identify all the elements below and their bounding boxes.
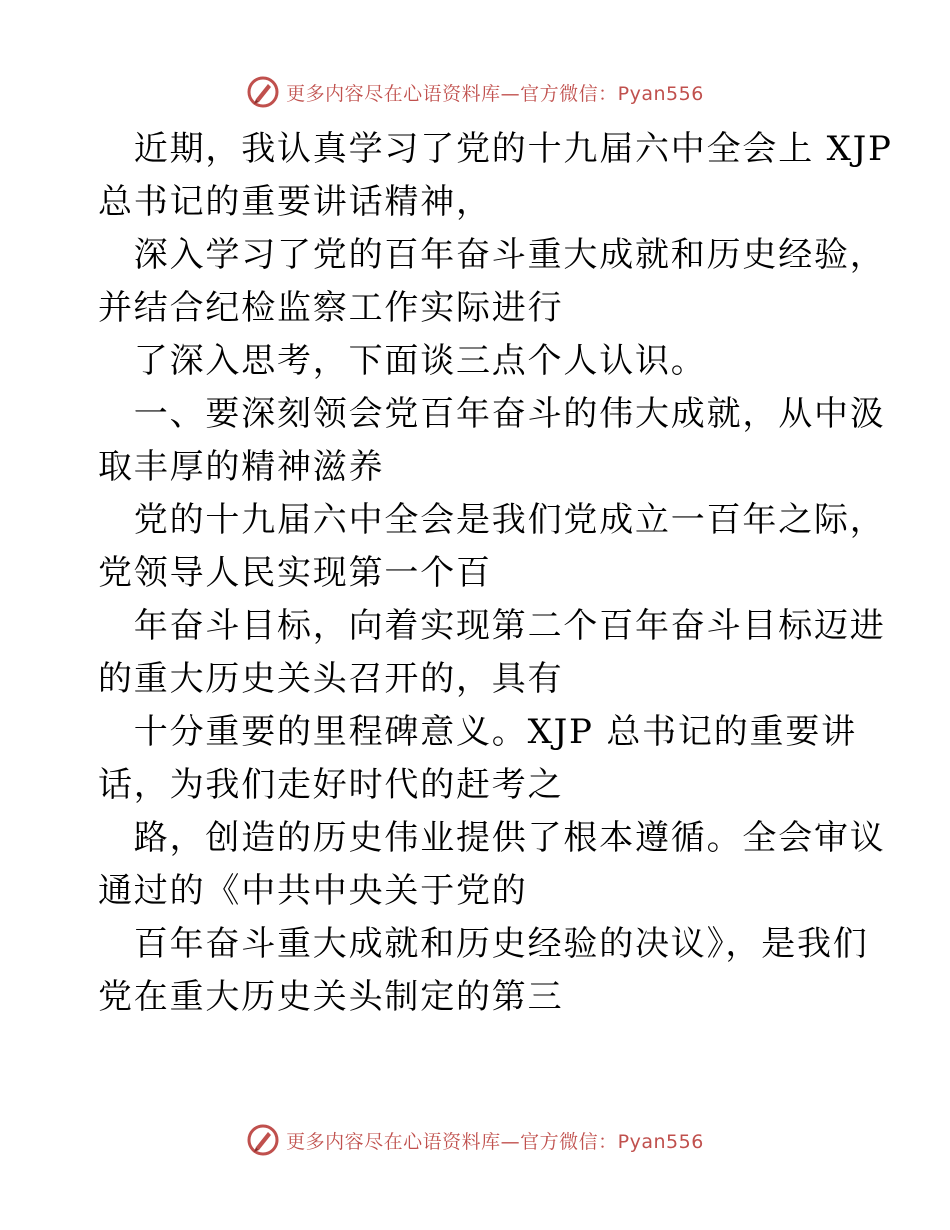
paragraph-line: 党在重大历史关头制定的第三 [98,977,564,1017]
paragraph-line: 的重大历史关头召开的，具有 [98,659,564,699]
paragraph-line: 党的十九届六中全会是我们党成立一百年之际， [98,500,886,540]
document-body [98,123,893,1024]
paragraph-line: 总书记的重要讲话精神， [98,182,492,222]
banner-text: 更多内容尽在心语资料库—官方微信：Pyan556 [286,82,704,105]
banner-text: 更多内容尽在心语资料库—官方微信：Pyan556 [286,1130,704,1153]
paragraph-line: 话，为我们走好时代的赶考之 [98,765,564,805]
paragraph-line: 年奋斗目标，向着实现第二个百年奋斗目标迈进 [98,606,886,646]
paragraph-line: 了深入思考，下面谈三点个人认识。 [98,341,707,381]
paragraph-line: 取丰厚的精神滋养 [98,447,385,487]
header-banner [0,72,950,112]
paragraph-line: 路，创造的历史伟业提供了根本遵循。全会审议 [98,818,886,858]
paragraph-line: 通过的《中共中央关于党的 [98,871,528,911]
pen-logo-icon [246,75,280,109]
paragraph-line: 党领导人民实现第一个百 [98,553,492,593]
pen-logo-icon [246,1123,280,1157]
paragraph-line: 并结合纪检监察工作实际进行 [98,288,564,328]
paragraph-line: 深入学习了党的百年奋斗重大成就和历史经验， [98,235,886,275]
paragraph-line: 一、要深刻领会党百年奋斗的伟大成就，从中汲 [98,394,886,434]
paragraph-line: 百年奋斗重大成就和历史经验的决议》，是我们 [98,924,869,964]
paragraph-line: 十分重要的里程碑意义。XJP 总书记的重要讲 [98,712,857,752]
paragraph-line: 近期，我认真学习了党的十九届六中全会上 XJP [98,129,893,169]
footer-banner [0,1120,950,1160]
